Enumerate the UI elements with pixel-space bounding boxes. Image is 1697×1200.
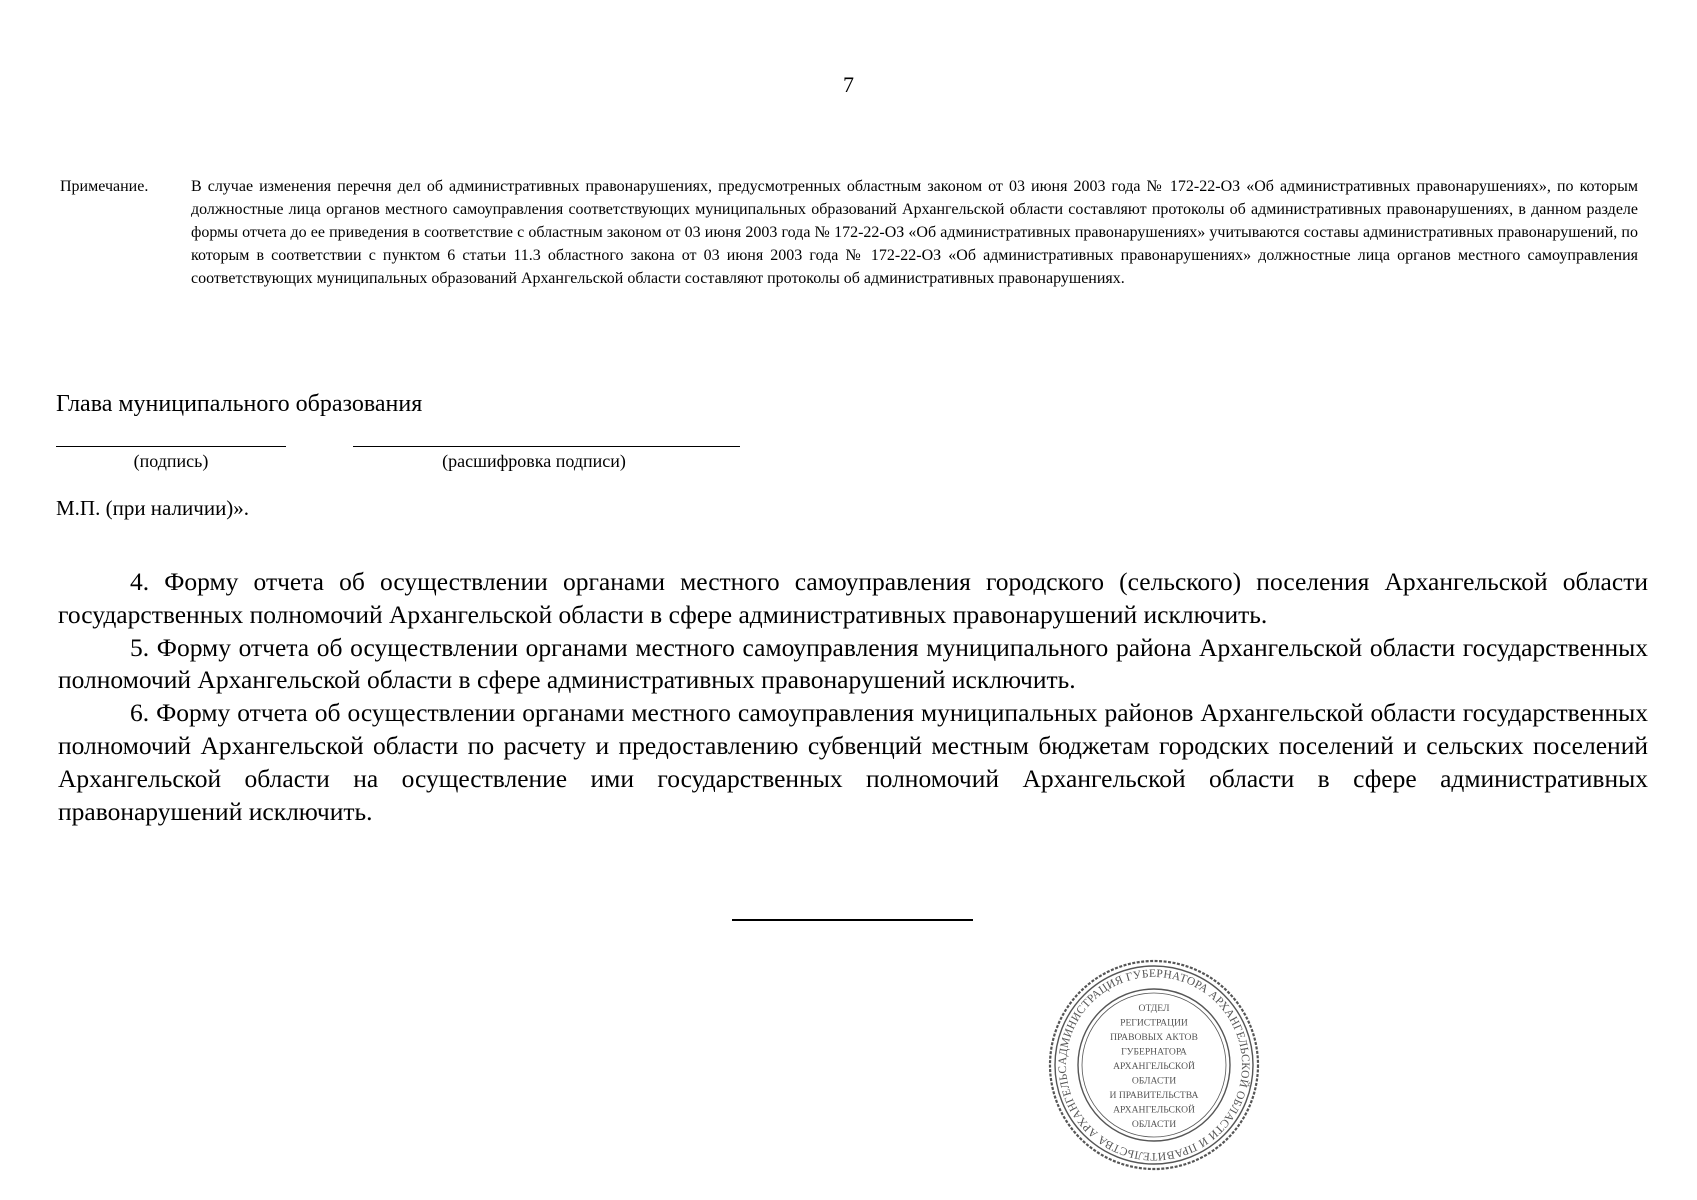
seal-inner-text <box>1110 1003 1199 1130</box>
paragraph-4: 4. Форму отчета об осуществлении органами местного самоуправления городского (сельского) поселения Архангельской области государственных полномочий Архангельской области в сфере административных правонарушений исключить. <box>58 567 1648 629</box>
seal-inner-line: АРХАНГЕЛЬСКОЙ <box>1113 1061 1195 1072</box>
signature-caption: (подпись) <box>133 451 209 471</box>
head-title: Глава муниципального образования <box>56 391 423 417</box>
note-label: Примечание. <box>60 178 149 195</box>
signature-decoding-line <box>353 446 740 447</box>
stamp-place-label: М.П. (при наличии)». <box>56 496 250 520</box>
paragraph-5: 5. Форму отчета об осуществлении органами местного самоуправления муниципального района Архангельской области государственных полномочий Архангельской области в сфере административных правонарушений исключить. <box>58 632 1648 695</box>
signature-line <box>56 446 286 447</box>
seal-ring-text: АДМИНИСТРАЦИЯ ГУБЕРНАТОРА АРХАНГЕЛЬСКОЙ ОБЛАСТИ И ПРАВИТЕЛЬСТВА АРХАНГЕЛЬС <box>1056 967 1252 1163</box>
note-text: В случае изменения перечня дел об административных правонарушениях, предусмотренных областным законом от 03 июня 2003 года № 172-22-ОЗ «Об административных правонарушениях», по которым должностные лица органов местного самоуправления соответствующих муниципальных образований Архангельской области составляют протоколы об административных правонарушениях, в данном разделе формы отчета до ее приведения в соответствие с областным законом от 03 июня 2003 года № 172-22-ОЗ «Об административных правонарушениях» учитываются составы административных правонарушений, по которым в соответствии с пунктом 6 статьи 11.3 областного закона от 03 июня 2003 года № 172-22-ОЗ «Об административных правонарушениях» должностные лица органов местного самоуправления соответствующих муниципальных образований Архангельской области составляют протоколы об административных правонарушениях. <box>191 178 1638 287</box>
seal-inner-line: АРХАНГЕЛЬСКОЙ <box>1113 1104 1195 1116</box>
end-rule <box>732 919 973 921</box>
seal-inner-line: ОТДЕЛ <box>1138 1003 1170 1014</box>
seal-inner-line: ГУБЕРНАТОРА <box>1121 1046 1187 1058</box>
official-seal <box>1047 958 1261 1172</box>
seal-graphic <box>1047 958 1261 1172</box>
seal-inner-line: И ПРАВИТЕЛЬСТВА <box>1109 1090 1199 1101</box>
seal-inner-line: ПРАВОВЫХ АКТОВ <box>1110 1032 1198 1043</box>
body-paragraphs <box>58 566 1648 828</box>
paragraph-6: 6. Форму отчета об осуществлении органами местного самоуправления муниципальных районов Архангельской области государственных полномочий Архангельской области по расчету и предоставлению субвенций местным бюджетам городских поселений и сельских поселений Архангельской области на осуществление ими государственных полномочий Архангельской области в сфере административных правонарушений исключить. <box>58 698 1648 826</box>
signature-decoding-caption: (расшифровка подписи) <box>442 451 626 471</box>
seal-inner-line: РЕГИСТРАЦИИ <box>1120 1017 1188 1029</box>
seal-inner-line: ОБЛАСТИ <box>1131 1119 1177 1130</box>
seal-inner-line: ОБЛАСТИ <box>1131 1075 1177 1087</box>
page-number: 7 <box>843 72 854 97</box>
